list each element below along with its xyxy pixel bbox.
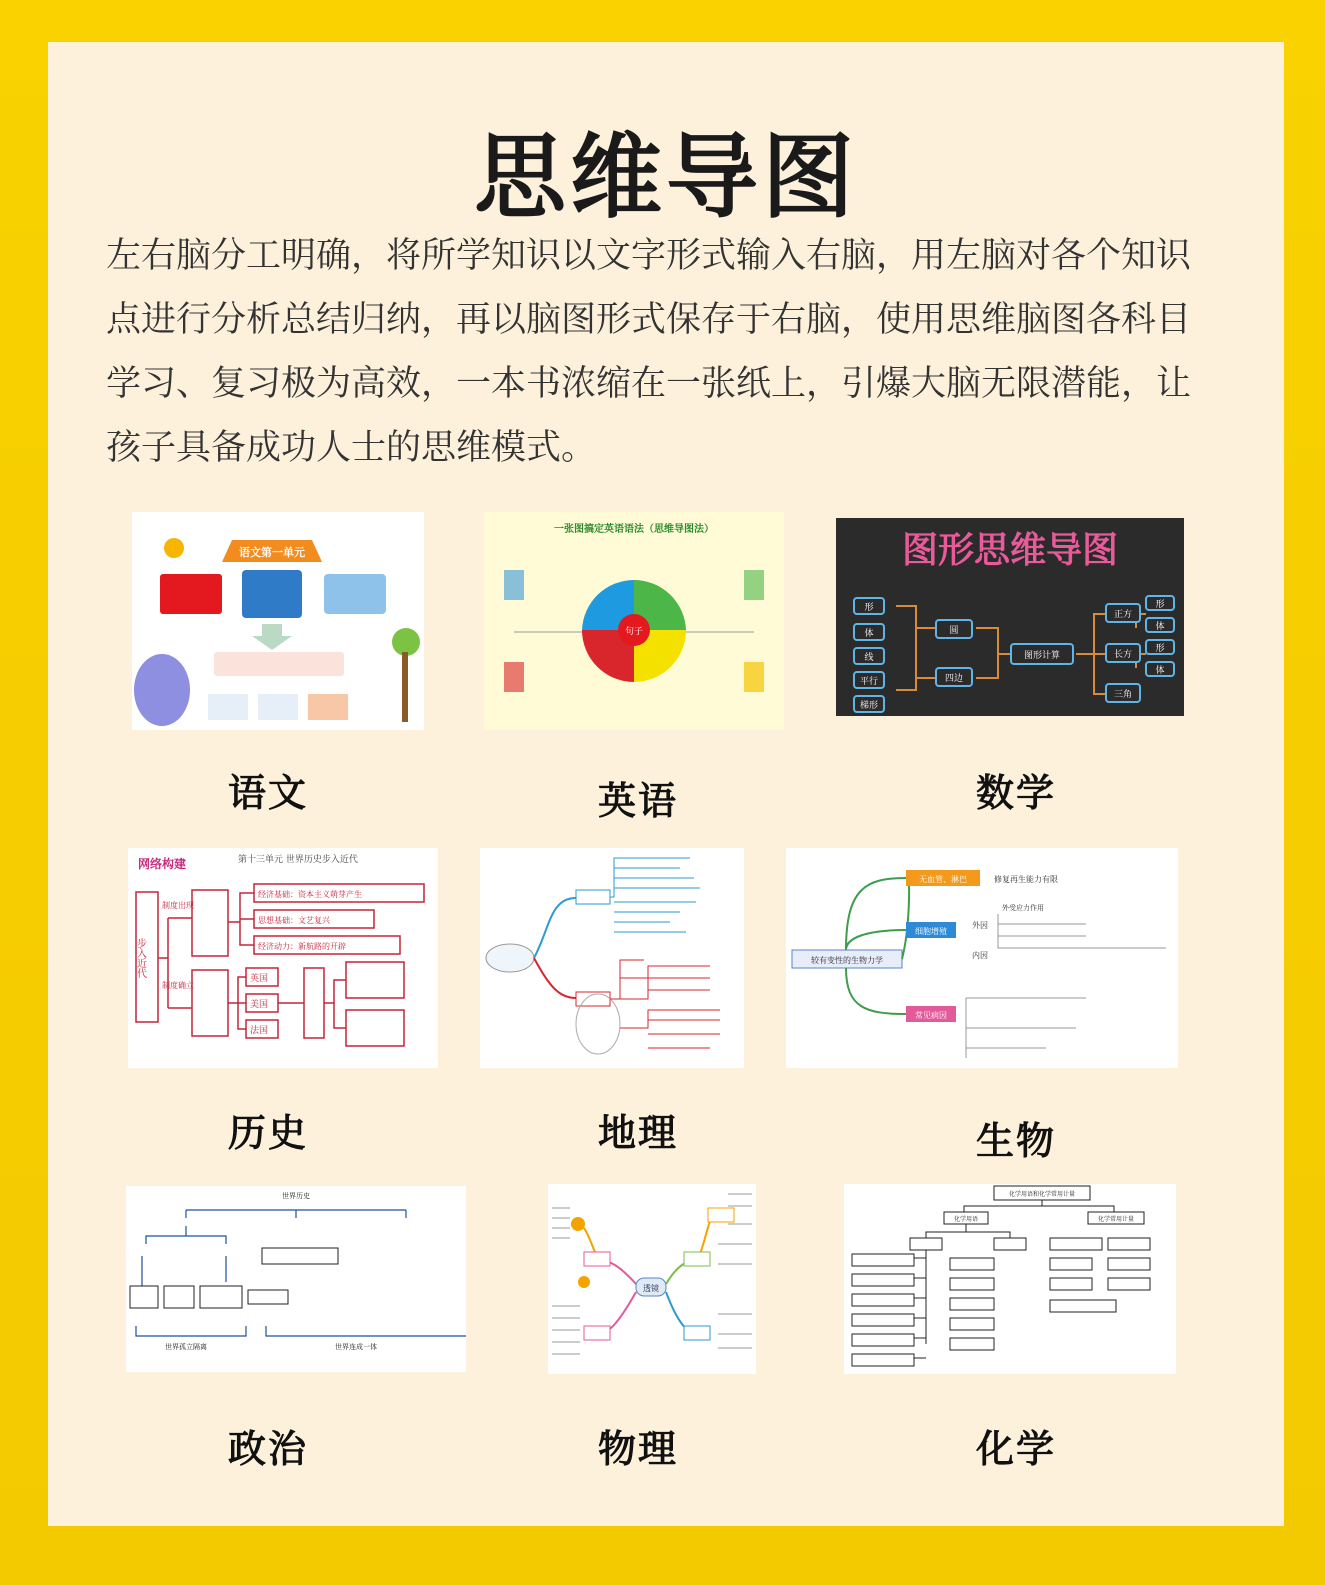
biology-node: 内因 [972, 951, 988, 960]
history-node: 思想基础：文艺复兴 [258, 916, 330, 925]
politics-node: 世界孤立隔离 [165, 1343, 207, 1351]
label-english: 英语 [597, 779, 678, 823]
math-node: 长方 [1113, 650, 1133, 660]
history-thumb-subtitle: 第十三单元 世界历史步入近代 [238, 855, 358, 865]
history-mindmap-image [128, 848, 438, 1068]
label-chemistry: 化学 [975, 1427, 1056, 1471]
english-thumb-title: 一张图搞定英语语法（思维导图法） [554, 524, 714, 535]
thumb-geography [480, 848, 744, 1068]
math-node: 线 [864, 653, 874, 663]
biology-node: 外受应力作用 [1002, 904, 1044, 912]
biology-mindmap-image [786, 848, 1178, 1068]
description-paragraph: 左右脑分工明确，将所学知识以文字形式输入右脑，用左脑对各个知识点进行分析总结归纳，再以脑图形式保存于右脑，使用思维脑图各科目学习、复习极为高效，一本书浓缩在一张纸上，引爆大脑无限潜能，让孩子具备成功人士的思维模式。 [106, 236, 1192, 468]
chemistry-node: 化学常用计量 [1097, 1216, 1135, 1223]
label-physics: 物理 [597, 1427, 678, 1471]
thumb-politics [126, 1186, 466, 1372]
chemistry-mindmap-image [844, 1184, 1176, 1374]
thumb-math [836, 518, 1184, 716]
label-geography: 地理 [597, 1111, 678, 1155]
chemistry-node: 化学用语和化学常用计量 [1008, 1191, 1076, 1198]
math-node: 形 [1155, 600, 1165, 610]
page-title: 思维导图 [473, 124, 858, 231]
history-node: 法国 [250, 1026, 269, 1036]
biology-node: 修复再生能力有限 [994, 875, 1058, 884]
chinese-mindmap-image [132, 512, 424, 730]
math-node: 正方 [1113, 610, 1133, 620]
thumb-biology [786, 848, 1178, 1068]
thumb-english [484, 512, 784, 730]
physics-mindmap-image [548, 1184, 756, 1374]
label-politics: 政治 [227, 1427, 308, 1471]
math-node: 形 [1155, 644, 1165, 654]
history-node: 经济动力：新航路的开辟 [258, 942, 346, 951]
math-node: 梯形 [859, 701, 879, 711]
english-center-label: 句子 [624, 627, 644, 637]
math-node: 圆 [949, 626, 959, 636]
label-history: 历史 [227, 1111, 308, 1155]
politics-node: 世界历史 [282, 1192, 310, 1200]
biology-node: 较有变性的生物力学 [811, 956, 883, 965]
biology-node: 外因 [972, 921, 988, 930]
thumb-chinese [132, 512, 424, 730]
thumb-history [128, 848, 438, 1068]
politics-mindmap-image [126, 1186, 466, 1372]
history-node: 步入近代 [134, 938, 146, 978]
politics-node: 世界连成一体 [335, 1343, 377, 1351]
history-node: 制度确立 [162, 981, 194, 990]
history-node: 制度出现 [162, 901, 194, 910]
label-math: 数学 [975, 771, 1056, 815]
label-biology: 生物 [975, 1119, 1056, 1163]
math-node: 体 [1155, 666, 1165, 676]
math-node: 形 [864, 603, 874, 613]
thumb-chemistry [844, 1184, 1176, 1374]
history-node: 美国 [250, 1000, 269, 1010]
history-node: 英国 [250, 974, 269, 984]
content-card [48, 42, 1284, 1526]
history-thumb-title: 网络构建 [138, 857, 187, 871]
math-node: 平行 [859, 677, 879, 687]
math-thumb-title: 图形思维导图 [901, 530, 1119, 571]
math-mindmap-image [836, 518, 1184, 716]
label-chinese: 语文 [227, 771, 308, 815]
math-node: 体 [1155, 622, 1165, 632]
thumb-physics [548, 1184, 756, 1374]
biology-node: 常见病因 [915, 1011, 947, 1020]
english-mindmap-image [484, 512, 784, 730]
math-node: 图形计算 [1023, 651, 1061, 661]
geography-mindmap-image [480, 848, 744, 1068]
history-node: 经济基础：资本主义萌芽产生 [258, 890, 362, 899]
math-node: 三角 [1113, 690, 1133, 700]
chinese-thumb-title: 语文第一单元 [239, 546, 305, 559]
math-node: 四边 [944, 674, 964, 684]
physics-center-label: 透镜 [643, 1284, 659, 1293]
math-node: 体 [864, 629, 874, 639]
chemistry-node: 化学用语 [953, 1216, 979, 1223]
biology-node: 细胞增殖 [915, 927, 947, 936]
biology-node: 无血管、淋巴 [919, 875, 967, 884]
